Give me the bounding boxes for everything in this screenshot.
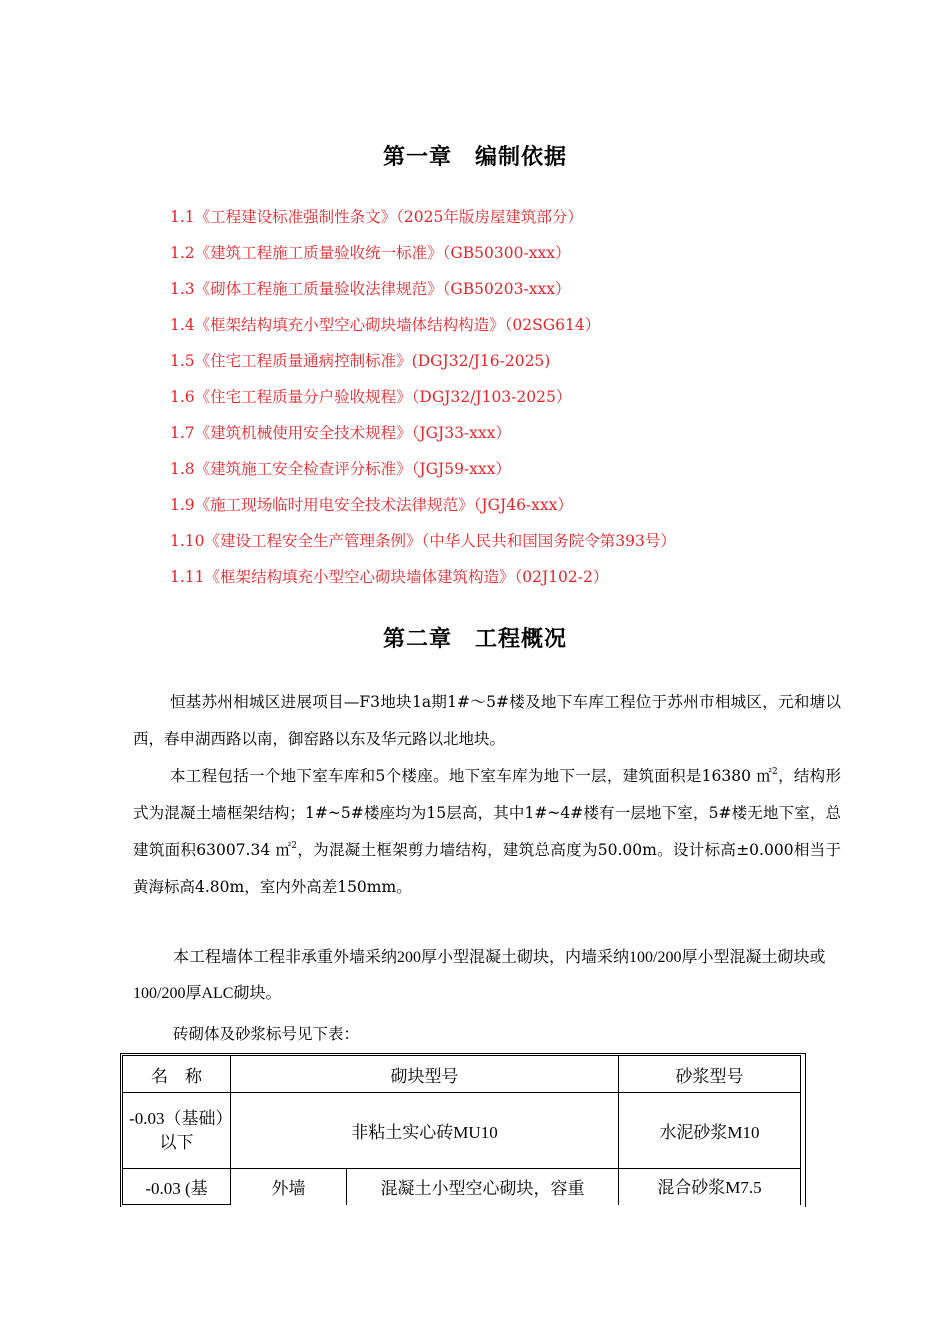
header-block-type: 砌块型号 xyxy=(231,1056,619,1093)
reference-item: 1.7《建筑机械使用安全技术规程》（JGJ33-xxx） xyxy=(170,424,511,442)
cell-name: -0.03 (基 xyxy=(123,1169,231,1205)
overview-paragraph-structure xyxy=(133,758,841,906)
cell-mortar: 水泥砂浆M10 xyxy=(619,1093,801,1169)
reference-item: 1.10《建设工程安全生产管理条例》（中华人民共和国国务院令第393号） xyxy=(170,532,676,550)
overview-text-part: 本工程包括一个地下室车库和5个楼座。地下室车库为地下一层，建筑面积是16380 ㎡ xyxy=(170,767,773,785)
reference-item: 1.11《框架结构填充小型空心砌块墙体建筑构造》（02J102-2） xyxy=(170,568,609,586)
reference-item: 1.4《框架结构填充小型空心砌块墙体结构构造》（02SG614） xyxy=(170,316,601,334)
header-mortar-type: 砂浆型号 xyxy=(619,1056,801,1093)
cell-block: 混凝土小型空心砌块，容重 xyxy=(347,1169,619,1205)
materials-table xyxy=(122,1055,801,1205)
table-caption: 砖砌体及砂浆标号见下表： xyxy=(173,1025,360,1043)
reference-item: 1.3《砌体工程施工质量验收法律规范》（GB50203-xxx） xyxy=(170,280,571,298)
cell-block: 非粘土实心砖MU10 xyxy=(231,1093,619,1169)
reference-item: 1.5《住宅工程质量通病控制标准》(DGJ32/J16-2025) xyxy=(170,352,551,370)
overview-paragraph-location: 恒基苏州相城区进展项目—F3地块1a期1#～5#楼及地下车库工程位于苏州市相城区，元和塘以西，春申湖西路以南，御窑路以东及华元路以北地块。 xyxy=(133,693,841,748)
cell-mortar: 混合砂浆M7.5 xyxy=(619,1169,801,1205)
cell-wall-type: 外墙 xyxy=(231,1169,347,1205)
chapter-1-title: 第一章 编制依据 xyxy=(382,145,567,170)
reference-item: 1.2《建筑工程施工质量验收统一标准》（GB50300-xxx） xyxy=(170,244,571,262)
overview-text-part: ，为混凝土框架剪力墙结构，建筑总高度为50.00m。设计标高±0.000相当于黄海标高4.80m，室内外高差150mm。 xyxy=(133,841,841,896)
header-name: 名 称 xyxy=(123,1056,231,1093)
reference-item: 1.1《工程建设标准强制性条文》（2025年版房屋建筑部分） xyxy=(170,208,583,226)
reference-list xyxy=(170,204,890,600)
superscript: 2 xyxy=(291,841,297,851)
reference-item: 1.9《施工现场临时用电安全技术法律规范》（JGJ46-xxx） xyxy=(170,496,573,514)
table-row xyxy=(123,1093,801,1169)
overview-text-part: ，结构形式为混凝土墙框架结构；1#~5#楼座均为15层高，其中1#~4#楼有一层地下室，5#楼无地下室，总建筑面积63007.34 ㎡ xyxy=(133,767,841,859)
reference-item: 1.8《建筑施工安全检查评分标准》（JGJ59-xxx） xyxy=(170,460,511,478)
chapter-2-title: 第二章 工程概况 xyxy=(382,627,567,652)
superscript: 2 xyxy=(772,767,778,777)
overview-paragraph-walls: 本工程墙体工程非承重外墙采纳200厚小型混凝土砌块，内墙采纳100/200厚小型混凝土砌块或100/200厚ALC砌块。 xyxy=(133,949,826,1002)
table-row xyxy=(123,1169,801,1205)
cell-name: -0.03（基础）以下 xyxy=(123,1093,231,1169)
table-header-row xyxy=(123,1056,801,1093)
reference-item: 1.6《住宅工程质量分户验收规程》（DGJ32/J103-2025） xyxy=(170,388,572,406)
